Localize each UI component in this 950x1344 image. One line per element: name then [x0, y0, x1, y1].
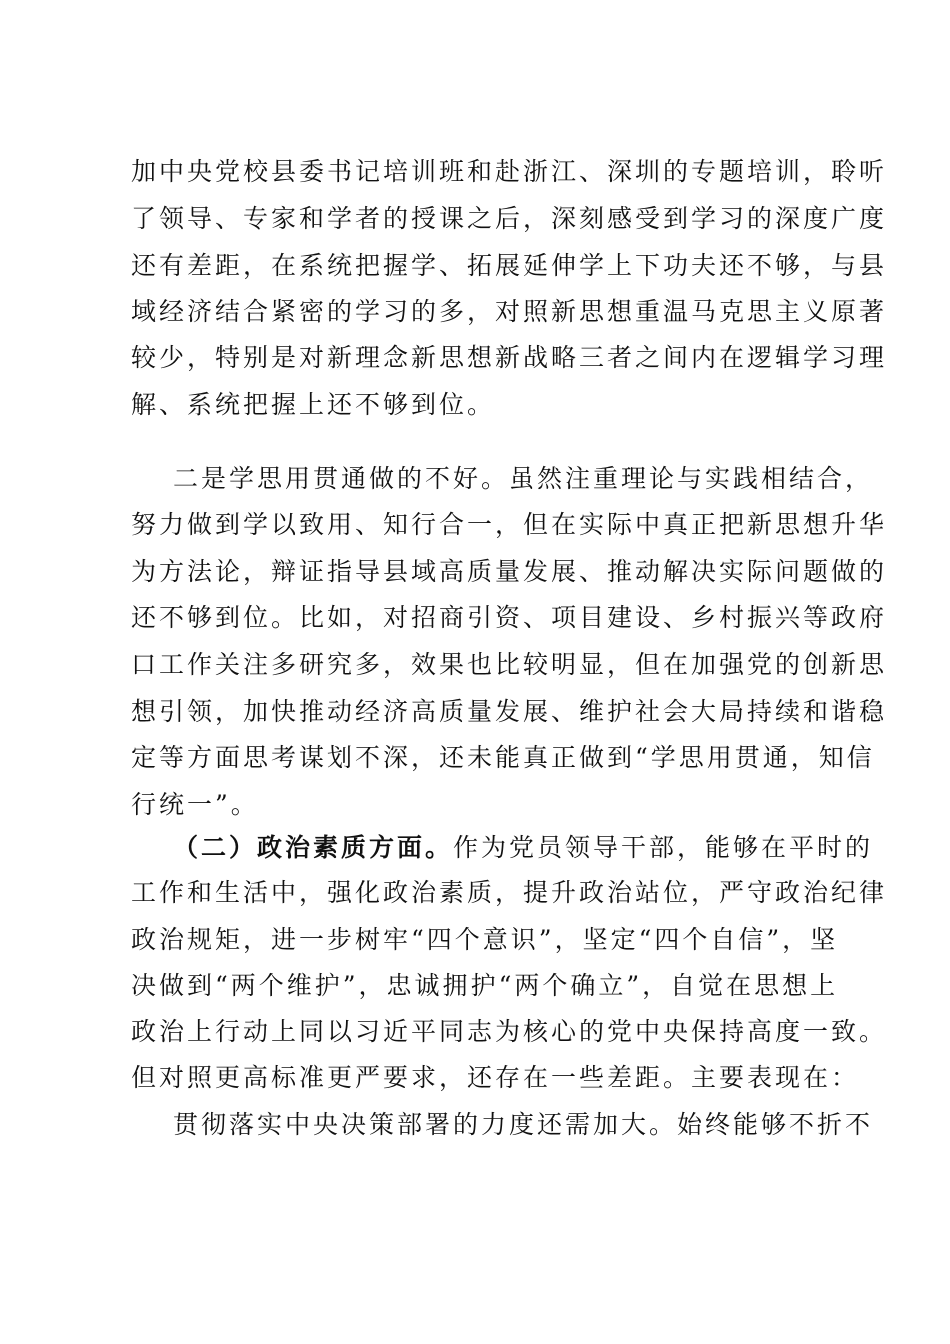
text-line: 想引领，加快推动经济高质量发展、维护社会大局持续和谐稳 [131, 697, 888, 726]
text-line: 还不够到位。比如，对招商引资、项目建设、乡村振兴等政府 [131, 603, 888, 632]
section-heading-line [173, 828, 874, 868]
text-line: 政治上行动上同以习近平同志为核心的党中央保持高度一致。 [131, 1017, 888, 1046]
text-line: 工作和生活中，强化政治素质，提升政治站位，严守政治纪律 [131, 878, 888, 907]
text-line: 决做到“两个维护”，忠诚拥护“两个确立”，自觉在思想上 [131, 971, 839, 1000]
text-line: 定等方面思考谋划不深，还未能真正做到“学思用贯通，知信 [131, 743, 875, 772]
section-heading: （二）政治素质方面。 [173, 833, 454, 862]
text-line: 贯彻落实中央决策部署的力度还需加大。始终能够不折不 [173, 1110, 874, 1139]
text-line: 口工作关注多研究多，效果也比较明显，但在加强党的创新思 [131, 650, 888, 679]
text-line: 域经济结合紧密的学习的多，对照新思想重温马克思主义原著 [131, 297, 888, 326]
text-line: 较少，特别是对新理念新思想新战略三者之间内在逻辑学习理 [131, 343, 888, 372]
text-line: 加中央党校县委书记培训班和赴浙江、深圳的专题培训，聆听 [131, 157, 888, 186]
text-line: 行统一”。 [131, 790, 259, 819]
text-line: 政治规矩，进一步树牢“四个意识”，坚定“四个自信”，坚 [131, 925, 839, 954]
text-line: 二是学思用贯通做的不好。虽然注重理论与实践相结合， [173, 464, 874, 493]
text-line: 解、系统把握上还不够到位。 [131, 390, 496, 419]
text-line: 努力做到学以致用、知行合一，但在实际中真正把新思想升华 [131, 510, 888, 539]
text-line: 了领导、专家和学者的授课之后，深刻感受到学习的深度广度 [131, 204, 888, 233]
text-line: 为方法论，辩证指导县域高质量发展、推动解决实际问题做的 [131, 557, 888, 586]
text-line: 但对照更高标准更严要求，还存在一些差距。主要表现在： [131, 1063, 860, 1092]
section-intro: 作为党员领导干部，能够在平时的 [453, 833, 874, 862]
text-line: 还有差距，在系统把握学、拓展延伸学上下功夫还不够，与县 [131, 251, 888, 280]
